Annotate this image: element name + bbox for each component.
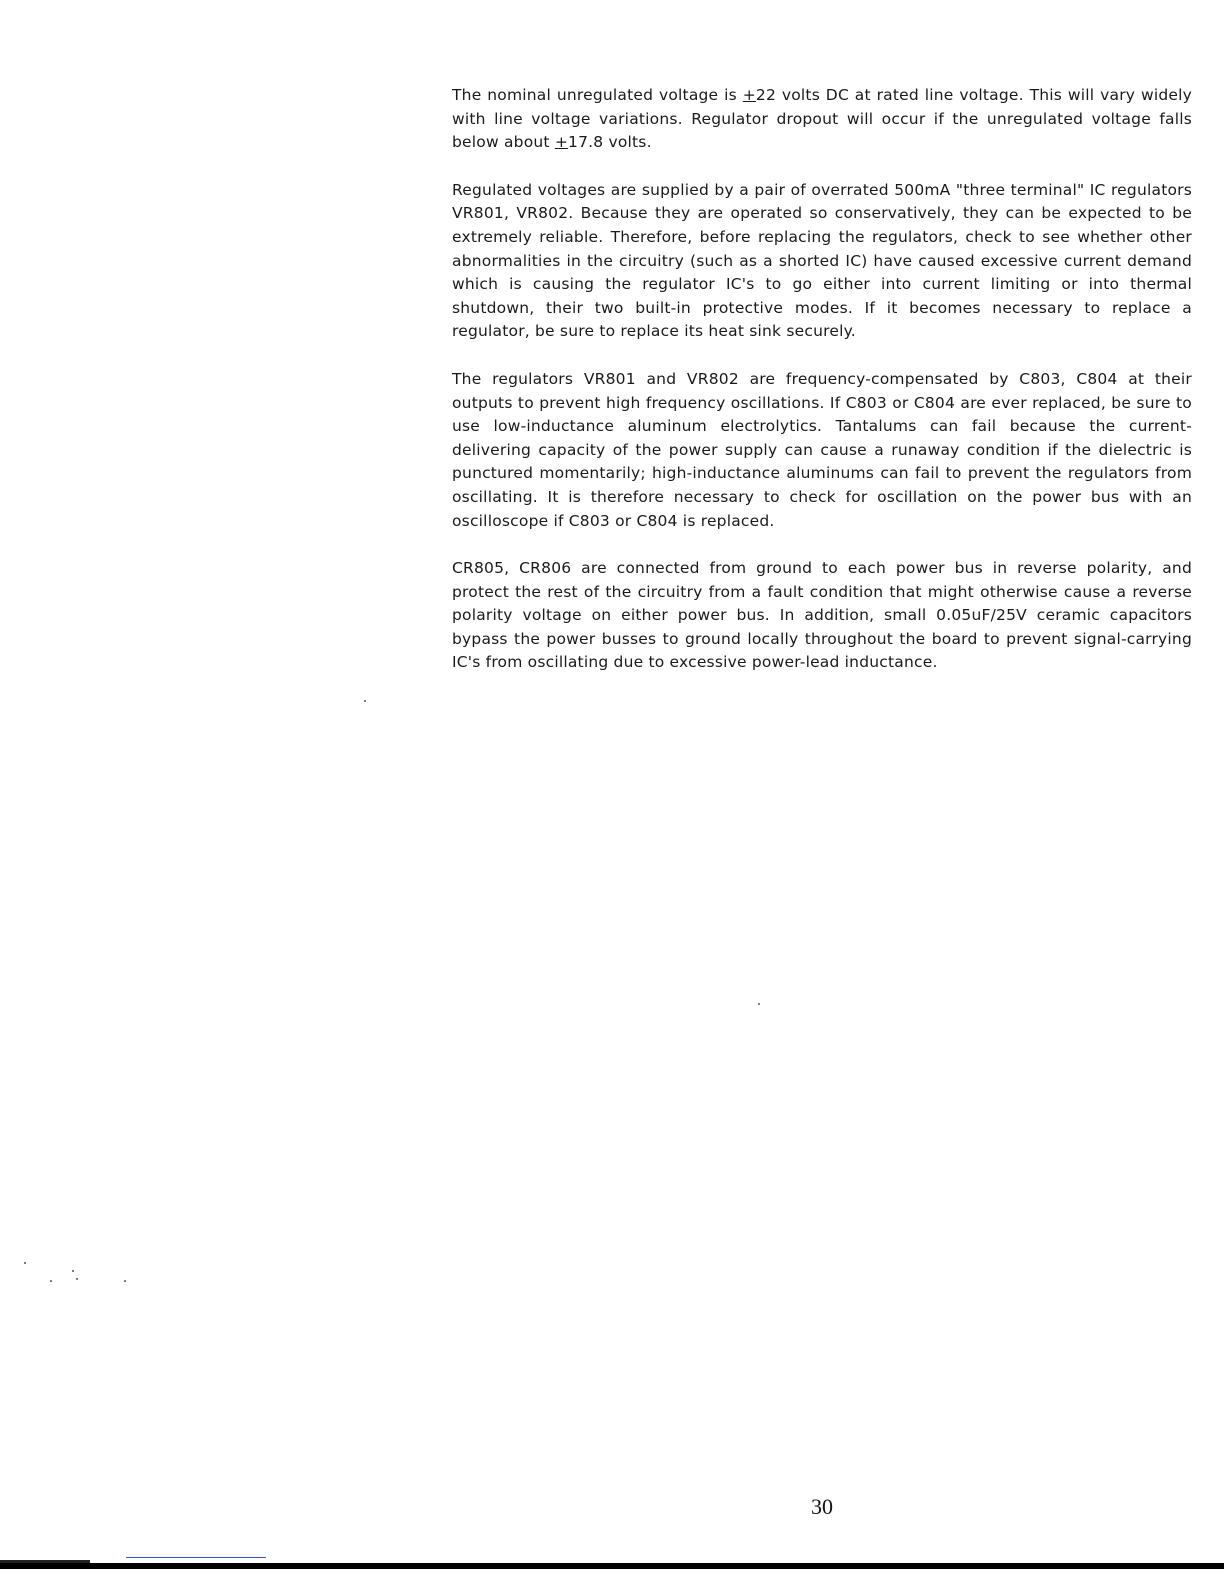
scan-speck	[72, 1270, 74, 1272]
paragraph-unregulated-voltage	[452, 84, 1192, 155]
scan-speck	[50, 1280, 52, 1282]
paragraph-text-lead: The nominal unregulated voltage is	[452, 86, 743, 104]
plus-minus-sign: +	[554, 133, 569, 152]
page-number: 30	[811, 1494, 833, 1519]
text-column	[452, 84, 1192, 699]
scan-artifact-line	[126, 1557, 266, 1558]
paragraph-frequency-compensation: The regulators VR801 and VR802 are frequency-compensated by C803, C804 at their outputs to prevent high frequency oscillations. If C803 or C804 are ever replaced, be sure to use low-inductance aluminum electrolytics. Tantalums can fail because the current-delivering capacity of the power supply can cause a runaway condition if the dielectric is punctured momentarily; high-inductance aluminums can fail to prevent the regulators from oscillating. It is therefore necessary to check for oscillation on the power bus with an oscilloscope if C803 or C804 is replaced.	[452, 369, 1192, 530]
scan-speck	[364, 700, 366, 702]
paragraph-text-middle: 22 volts DC at rated line voltage. This will vary widely with line voltage variations. Regulator dropout will occur if the unregulated voltage falls below about	[452, 86, 1193, 152]
plus-minus-sign: +	[742, 86, 756, 104]
paragraph-regulated-voltages: Regulated voltages are supplied by a pair of overrated 500mA "three terminal" IC regulators VR801, VR802. Because they are operated so conservatively, they can be expected to be extremely reliable. Therefore, before replacing the regulators, check to see whether other abnormalities in the circuitry (such as a shorted IC) have caused excessive current demand which is causing the regulator IC's to go either into current limiting or into thermal shutdown, their two built-in protective modes. If it becomes necessary to replace a regulator, be sure to replace its heat sink securely.	[452, 180, 1192, 341]
scan-speck	[124, 1280, 126, 1282]
scan-speck	[758, 1003, 760, 1005]
scan-speck	[76, 1278, 78, 1280]
paragraph-text-tail: 17.8 volts.	[568, 133, 652, 152]
scan-edge-bottom	[0, 1563, 1224, 1569]
scan-speck	[24, 1262, 26, 1264]
paragraph-reverse-polarity-protection: CR805, CR806 are connected from ground to each power bus in reverse polarity, and protect the rest of the circuitry from a fault condition that might otherwise cause a reverse polarity voltage on either power bus. In addition, small 0.05uF/25V ceramic capacitors bypass the power busses to ground locally throughout the board to prevent signal-carrying IC's from oscillating due to excessive power-lead inductance.	[452, 559, 1192, 672]
